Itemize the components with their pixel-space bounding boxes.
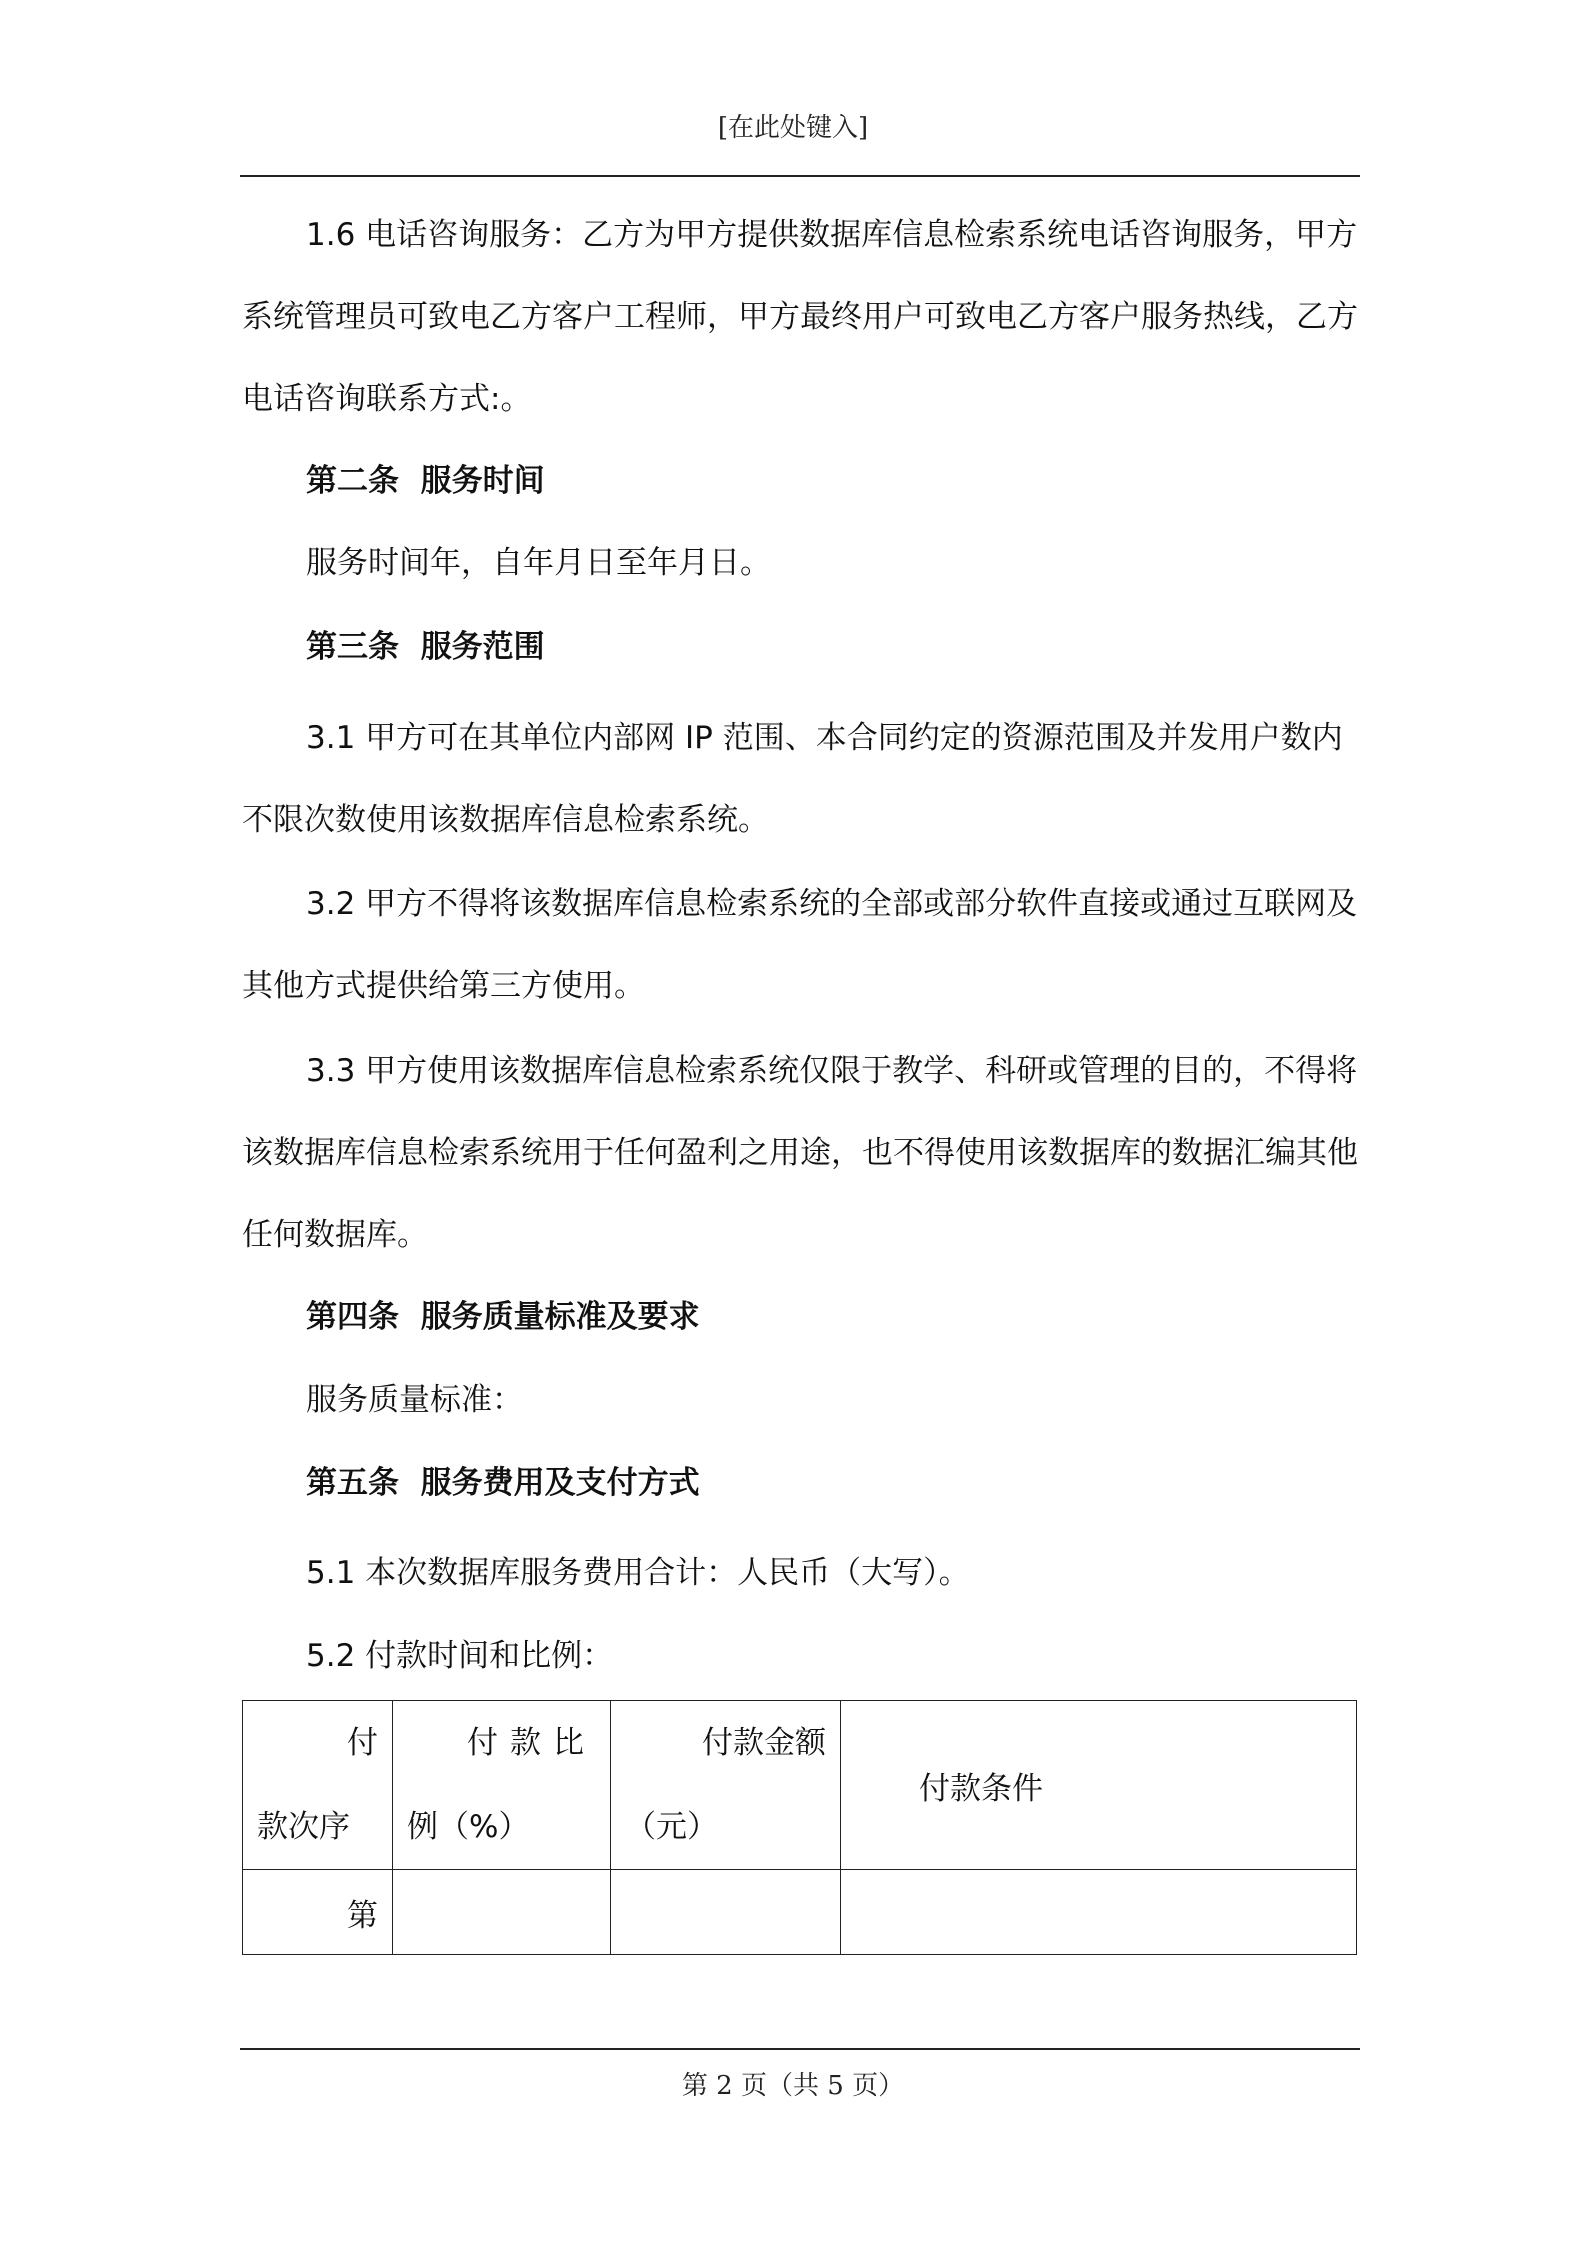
paragraph-5-1: 5.1 本次数据库服务费用合计：人民币（大写）。 <box>306 1555 970 1591</box>
header-payment-amount: 付款金额 （元） <box>611 1701 841 1870</box>
paragraph-5-2: 5.2 付款时间和比例： <box>306 1638 614 1674</box>
paragraph-3-2: 3.2 甲方不得将该数据库信息检索系统的全部或部分软件直接或通过互联网及其他方式提供给第三方使用。 <box>242 886 1358 1004</box>
header-payment-order: 付 款次序 <box>243 1701 393 1870</box>
header-payment-ratio: 付款比 例（%） <box>393 1701 611 1870</box>
article-3-title: 第三条 服务范围 <box>306 629 545 665</box>
footer-rule <box>240 2048 1360 2050</box>
article-2-title: 第二条 服务时间 <box>306 463 545 499</box>
table-row <box>243 1870 1357 1955</box>
article-4-text: 服务质量标准： <box>306 1382 523 1418</box>
header-payment-conditions: 付款条件 <box>841 1701 1357 1870</box>
paragraph-1-6: 1.6 电话咨询服务：乙方为甲方提供数据库信息检索系统电话咨询服务，甲方系统管理员可致电乙方客户工程师，甲方最终用户可致电乙方客户服务热线，乙方电话咨询联系方式:。 <box>242 217 1358 417</box>
article-4-title: 第四条 服务质量标准及要求 <box>306 1299 700 1335</box>
cell-payment-amount <box>611 1870 841 1955</box>
header-rule <box>240 175 1360 177</box>
cell-payment-ratio <box>393 1870 611 1955</box>
cell-payment-order: 第 <box>243 1870 393 1955</box>
table-header-row <box>243 1701 1357 1870</box>
paragraph-3-3: 3.3 甲方使用该数据库信息检索系统仅限于教学、科研或管理的目的，不得将该数据库信息检索系统用于任何盈利之用途，也不得使用该数据库的数据汇编其他任何数据库。 <box>242 1053 1358 1253</box>
payment-table <box>242 1700 1357 1955</box>
article-2-text: 服务时间年，自年月日至年月日。 <box>306 545 771 581</box>
article-5-title: 第五条 服务费用及支付方式 <box>306 1465 700 1501</box>
cell-payment-conditions <box>841 1870 1357 1955</box>
page-footer: 第 2 页（共 5 页） <box>681 2071 905 2101</box>
paragraph-3-1: 3.1 甲方可在其单位内部网 IP 范围、本合同约定的资源范围及并发用户数内不限次数使用该数据库信息检索系统。 <box>242 720 1343 838</box>
page-header: [在此处键入] <box>717 113 869 143</box>
